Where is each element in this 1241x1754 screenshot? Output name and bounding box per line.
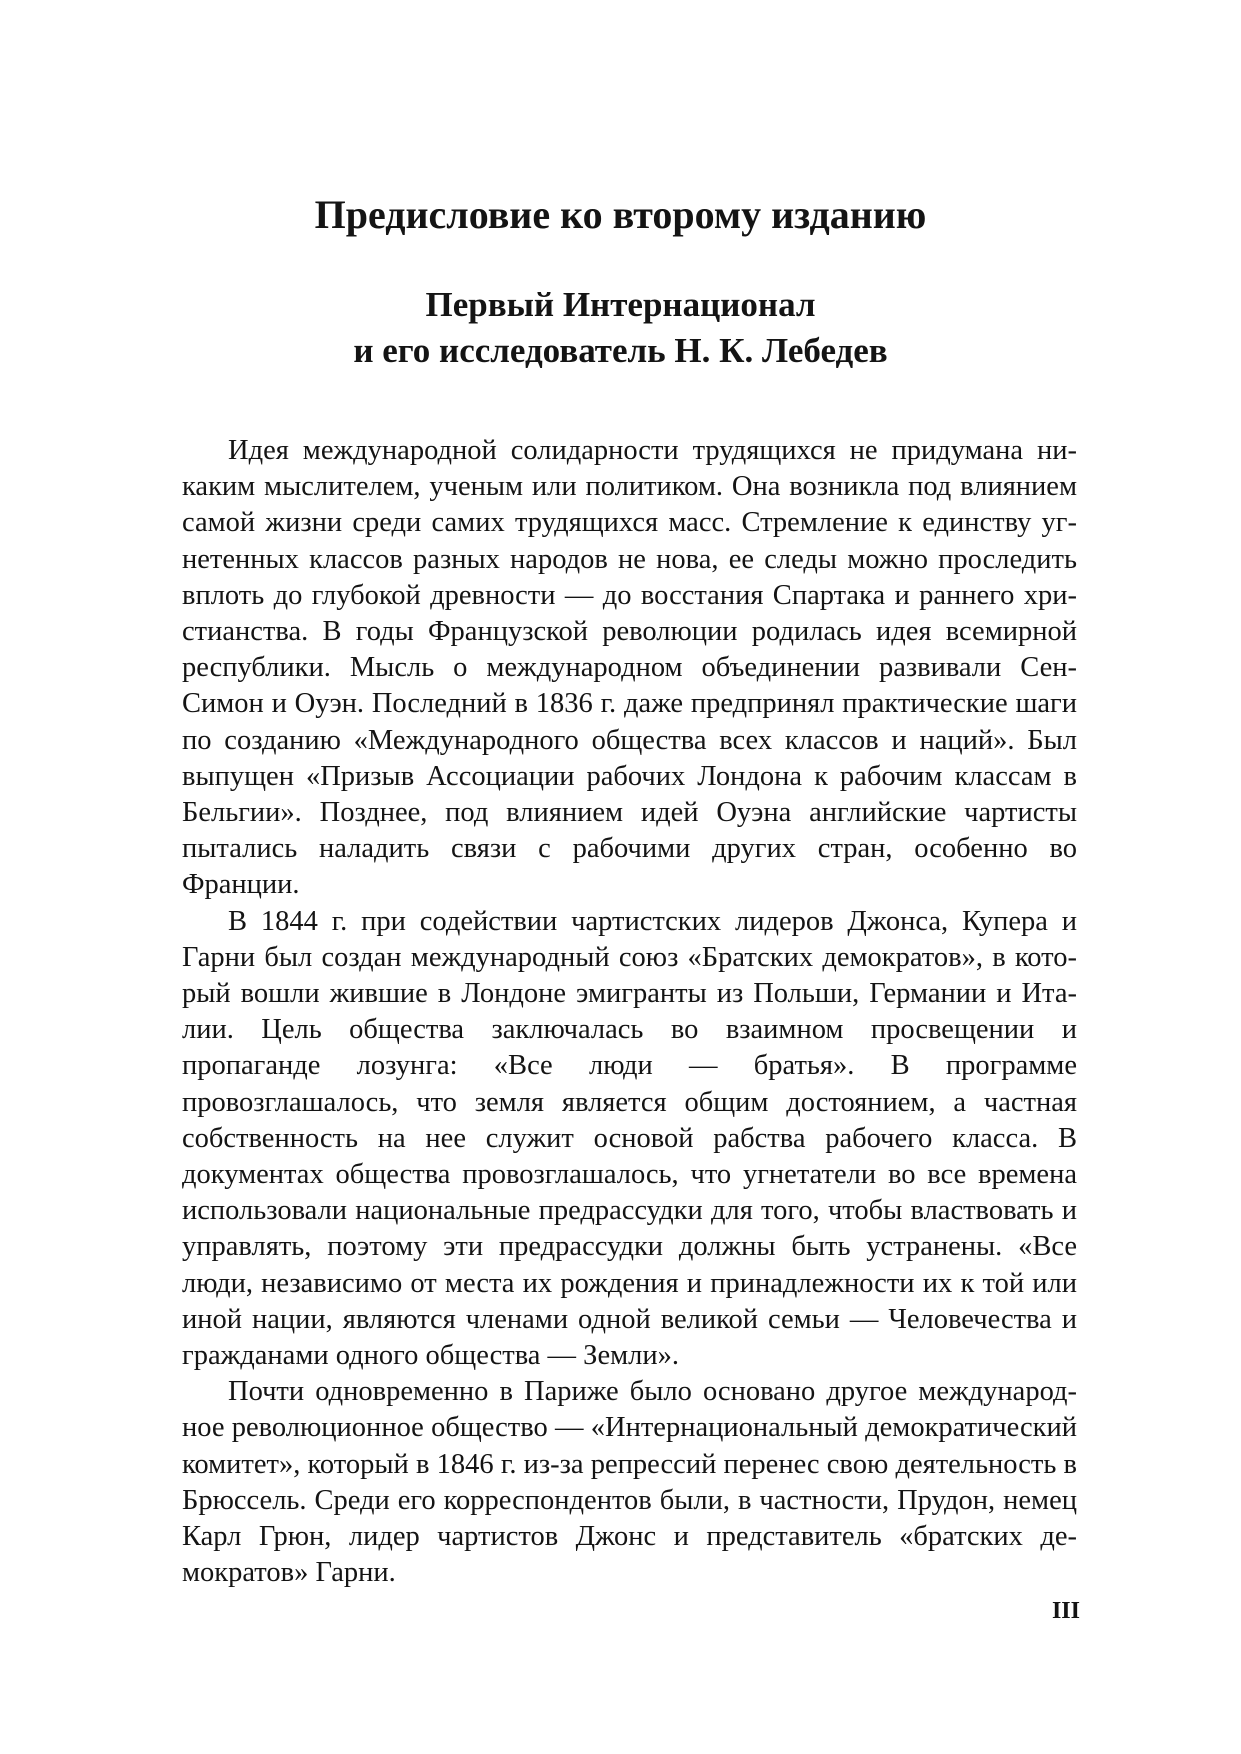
section-subtitle <box>0 282 1241 374</box>
paragraph: В 1844 г. при содействии чартистских лидеров Джонса, Купера и Гарни был создан международный союз «Братских демократов», в который вошли жившие в Лондоне эмигранты из Польши, Германии и Италии. Цель общества заключалась во взаимном просвещении и пропаганде лозунга: «Все люди — братья». В программе провозглашалось, что земля является общим достоянием, а частная собственность на нее служит основой рабства рабочего класса. В документах общества провозглашалось, что угнетатели во все времена использовали национальные предрассудки для того, чтобы властвовать и управлять, поэтому эти предрассудки должны быть устранены. «Все люди, независимо от места их рождения и принадлежности их к той или иной нации, являются членами одной великой семьи — Человечества и гражданами одного общества — Земли». <box>182 905 1077 1372</box>
subtitle-line-1: Первый Интернационал <box>425 285 816 324</box>
subtitle-line-2: и его исследователь Н. К. Лебедев <box>353 331 888 370</box>
page-number: III <box>1051 1598 1080 1624</box>
chapter-title: Предисловие ко второму изданию <box>314 192 927 237</box>
paragraph: Почти одновременно в Париже было основано другое международное революционное общество — «Интернациональный демократический комитет», который в 1846 г. из-за репрессий перенес свою деятельность в Брюссель. Среди его корреспондентов были, в частности, Прудон, немец Карл Грюн, лидер чартистов Джонс и представитель «братских демократов» Гарни. <box>182 1376 1077 1589</box>
body-text <box>182 433 1077 1592</box>
paragraph: Идея международной солидарности трудящихся не придумана никаким мыслителем, ученым или политиком. Она возникла под влиянием самой жизни среди самих трудящихся масс. Стремление к единству угнетенных классов разных народов не нова, ее следы можно проследить вплоть до глубокой древности — до восстания Спартака и раннего христианства. В годы Французской революции родилась идея всемирной республики. Мысль о международном объединении развивали Сен-Симон и Оуэн. Последний в 1836 г. даже предпринял практические шаги по созданию «Международного общества всех классов и наций». Был выпущен «Призыв Ассоциации рабочих Лондона к рабочим классам в Бельгии». Позднее, под влиянием идей Оуэна английские чартисты пытались наладить связи с рабочими других стран, особенно во Франции. <box>182 435 1077 901</box>
